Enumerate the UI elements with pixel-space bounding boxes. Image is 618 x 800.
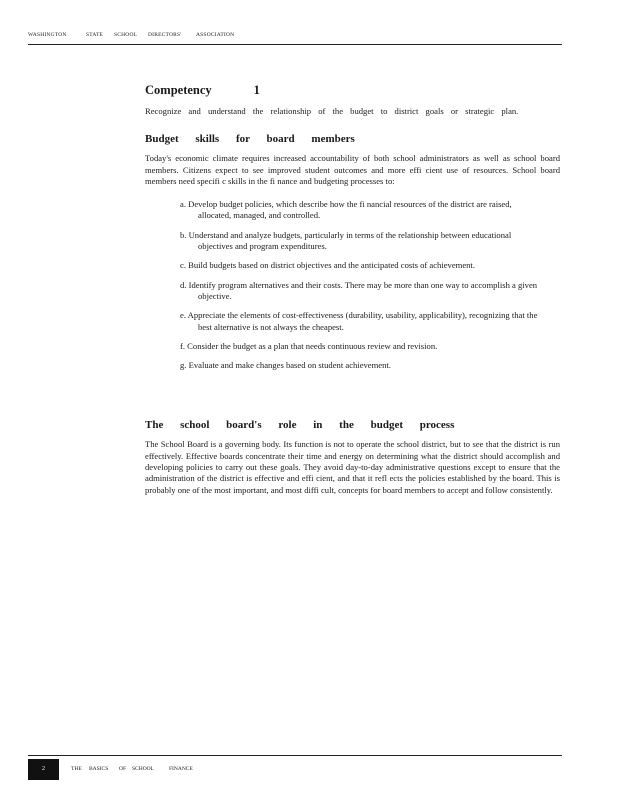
list-item: c. Build budgets based on district objectives and the anticipated costs of achievement. — [180, 260, 475, 271]
list-item: d. Identify program alternatives and their costs. There may be more than one way to accomplish a given objective. — [180, 279, 538, 301]
section-body-paragraph: The School Board is a governing body. Its function is not to operate the school district, but to see that the district is run effectively. Effective boards concentrate their time and energy on determining what the district should accomplish and developing policies to carry out these goals. They avoid day-to-day administrative questions except to ensure that the administration of the district is effective and effi cient, and that it refl ects the policies established by the board. This is probably one of the most important, and most diffi cult, concepts for board members to accept and follow consistently. — [145, 439, 560, 495]
section-heading-board-role: The school board's role in the budget process — [145, 419, 455, 432]
footer-word: BASICS — [89, 766, 109, 772]
list-item: e. Appreciate the elements of cost-effectiveness (durability, usability, applicability), recognizing that the best alternative is not always the cheapest. — [180, 310, 538, 332]
footer-word: FINANCE — [169, 766, 193, 772]
list-item: g. Evaluate and make changes based on student achievement. — [180, 360, 391, 371]
skills-list — [145, 199, 560, 371]
competency-statement: Recognize and understand the relationship of the budget to district goals or strategic plan. — [145, 106, 519, 116]
running-footer — [28, 755, 562, 772]
header-word: SCHOOL — [114, 32, 138, 38]
running-header — [28, 31, 562, 45]
page-number: 2 — [28, 759, 59, 780]
competency-number: 1 — [253, 83, 260, 97]
competency-label: Competency — [145, 83, 212, 97]
header-word: ASSOCIATION — [196, 32, 235, 38]
page-content — [145, 82, 560, 508]
competency-heading — [145, 82, 560, 98]
list-item: a. Develop budget policies, which describe how the fi nancial resources of the district are raised, allocated, managed, and controlled. — [180, 199, 512, 221]
header-word: STATE — [86, 32, 104, 38]
list-item: b. Understand and analyze budgets, particularly in terms of the relationship between educational objectives and program expenditures. — [180, 229, 512, 252]
footer-word: SCHOOL — [132, 766, 155, 772]
header-word: DIRECTORS' — [148, 32, 182, 38]
section-intro-paragraph: Today's economic climate requires increased accountability of both school administrators as well as school board members. Citizens expect to see improved student outcomes and more effi cient use of resources. School board members need specifi c skills in the fi nance and budgeting processes to: — [145, 153, 560, 186]
footer-word: OF — [119, 766, 127, 772]
footer-word: THE — [71, 766, 82, 772]
list-item: f. Consider the budget as a plan that needs continuous review and revision. — [180, 340, 438, 351]
section-heading-budget-skills: Budget skills for board members — [145, 133, 355, 146]
header-word: WASHINGTON — [28, 32, 67, 38]
